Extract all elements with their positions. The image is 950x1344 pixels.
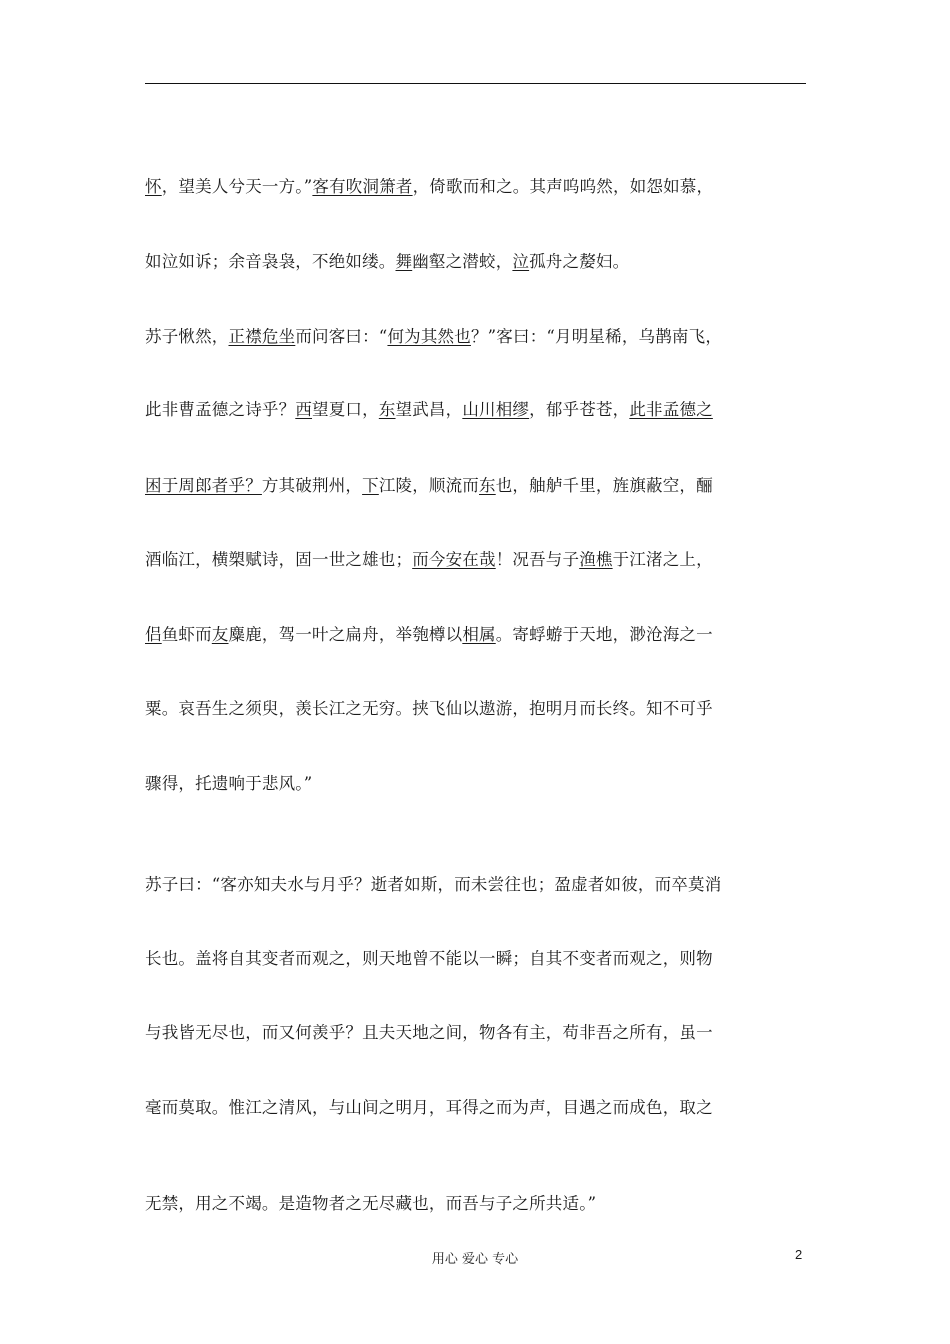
- underlined-phrase: 困于周郎者乎？: [145, 476, 262, 495]
- text-line: [145, 176, 713, 198]
- text-run: 望武昌，: [395, 400, 463, 419]
- text-run: 苏子曰：“客亦知夫水与月乎？逝者如斯，而未尝往也；盈虚者如彼，而卒莫消: [145, 875, 722, 894]
- underlined-phrase: 客有吹洞箫者: [312, 177, 413, 196]
- underlined-phrase: 而今安在哉: [412, 550, 496, 569]
- text-line: [145, 1097, 713, 1119]
- underlined-phrase: 侣: [145, 625, 162, 644]
- underlined-phrase: 友: [211, 625, 229, 644]
- text-run: 方其破荆州，: [261, 476, 363, 495]
- text-run: 与我皆无尽也，而又何羡乎？且夫天地之间，物各有主，苟非吾之所有，虽一: [145, 1023, 713, 1042]
- text-run: 毫而莫取。惟江之清风，与山间之明月，耳得之而为声，目遇之而成色，取之: [145, 1098, 713, 1117]
- text-line: [145, 475, 713, 497]
- text-run: 也，舳舻千里，旌旗蔽空，酾: [495, 476, 713, 495]
- text-run: 此非曹孟德之诗乎？: [145, 400, 296, 419]
- underlined-phrase: 东: [479, 476, 496, 495]
- underlined-phrase: 下: [362, 476, 379, 495]
- text-run: 望夏口，: [312, 400, 379, 419]
- text-run: 幽壑之潜蛟，: [412, 252, 513, 271]
- underlined-phrase: 山川相缪: [462, 400, 530, 419]
- underlined-phrase: 何为其然也: [387, 327, 471, 346]
- text-line: [145, 624, 713, 646]
- text-run: 如泣如诉；余音袅袅，不绝如缕。: [145, 252, 396, 271]
- underlined-phrase: 西: [295, 400, 313, 419]
- underlined-phrase: 东: [378, 400, 396, 419]
- text-run: ，倚歌而和之。其声呜呜然，如怨如慕，: [412, 177, 714, 196]
- text-run: 而问客曰：“: [295, 327, 388, 346]
- underlined-phrase: 舞: [395, 252, 413, 271]
- text-run: 于江渚之上，: [612, 550, 713, 569]
- text-run: 苏子愀然，: [145, 327, 229, 346]
- text-line: [145, 1022, 713, 1044]
- text-run: 麋鹿，驾一叶之扁舟，举匏樽以: [228, 625, 463, 644]
- text-line: [145, 399, 713, 421]
- text-run: 酒临江，横槊赋诗，固一世之雄也；: [145, 550, 413, 569]
- underlined-phrase: 渔樵: [579, 550, 613, 569]
- text-line: [145, 698, 713, 720]
- text-run: 长也。盖将自其变者而观之，则天地曾不能以一瞬；自其不变者而观之，则物: [145, 949, 713, 968]
- underlined-phrase: 此非孟德之: [629, 400, 713, 419]
- text-line: [145, 326, 722, 348]
- text-line: [145, 549, 713, 571]
- text-line: [145, 874, 721, 896]
- text-run: ！况吾与子: [495, 550, 580, 569]
- text-run: 粟。哀吾生之须臾，羡长江之无穷。挟飞仙以遨游，抱明月而长终。知不可乎: [145, 699, 713, 718]
- page-number: 2: [795, 1247, 803, 1262]
- underlined-phrase: 泣: [512, 252, 530, 271]
- underlined-phrase: 正襟危坐: [228, 327, 296, 346]
- text-run: 。寄蜉蝣于天地，渺沧海之一: [495, 625, 713, 644]
- text-run: 江陵，顺流而: [378, 476, 480, 495]
- footer-motto: 用心 爱心 专心: [431, 1252, 519, 1267]
- text-run: 孤舟之嫠妇。: [529, 252, 630, 271]
- text-line: [145, 773, 312, 795]
- text-line: [145, 251, 629, 273]
- text-run: ？”客曰：“月明星稀，乌鹊南飞，: [470, 327, 723, 346]
- text-line: [145, 1193, 596, 1215]
- text-run: ，郁乎苍苍，: [529, 400, 630, 419]
- text-run: 骤得，托遗响于悲风。”: [145, 774, 313, 793]
- underlined-phrase: 怀: [145, 177, 162, 196]
- text-line: [145, 948, 713, 970]
- underlined-phrase: 相属: [462, 625, 496, 644]
- text-run: 鱼虾而: [161, 625, 212, 644]
- text-run: ，望美人兮天一方。”: [161, 177, 313, 196]
- text-run: 无禁，用之不竭。是造物者之无尽藏也，而吾与子之所共适。”: [145, 1194, 597, 1213]
- header-rule: [145, 83, 806, 84]
